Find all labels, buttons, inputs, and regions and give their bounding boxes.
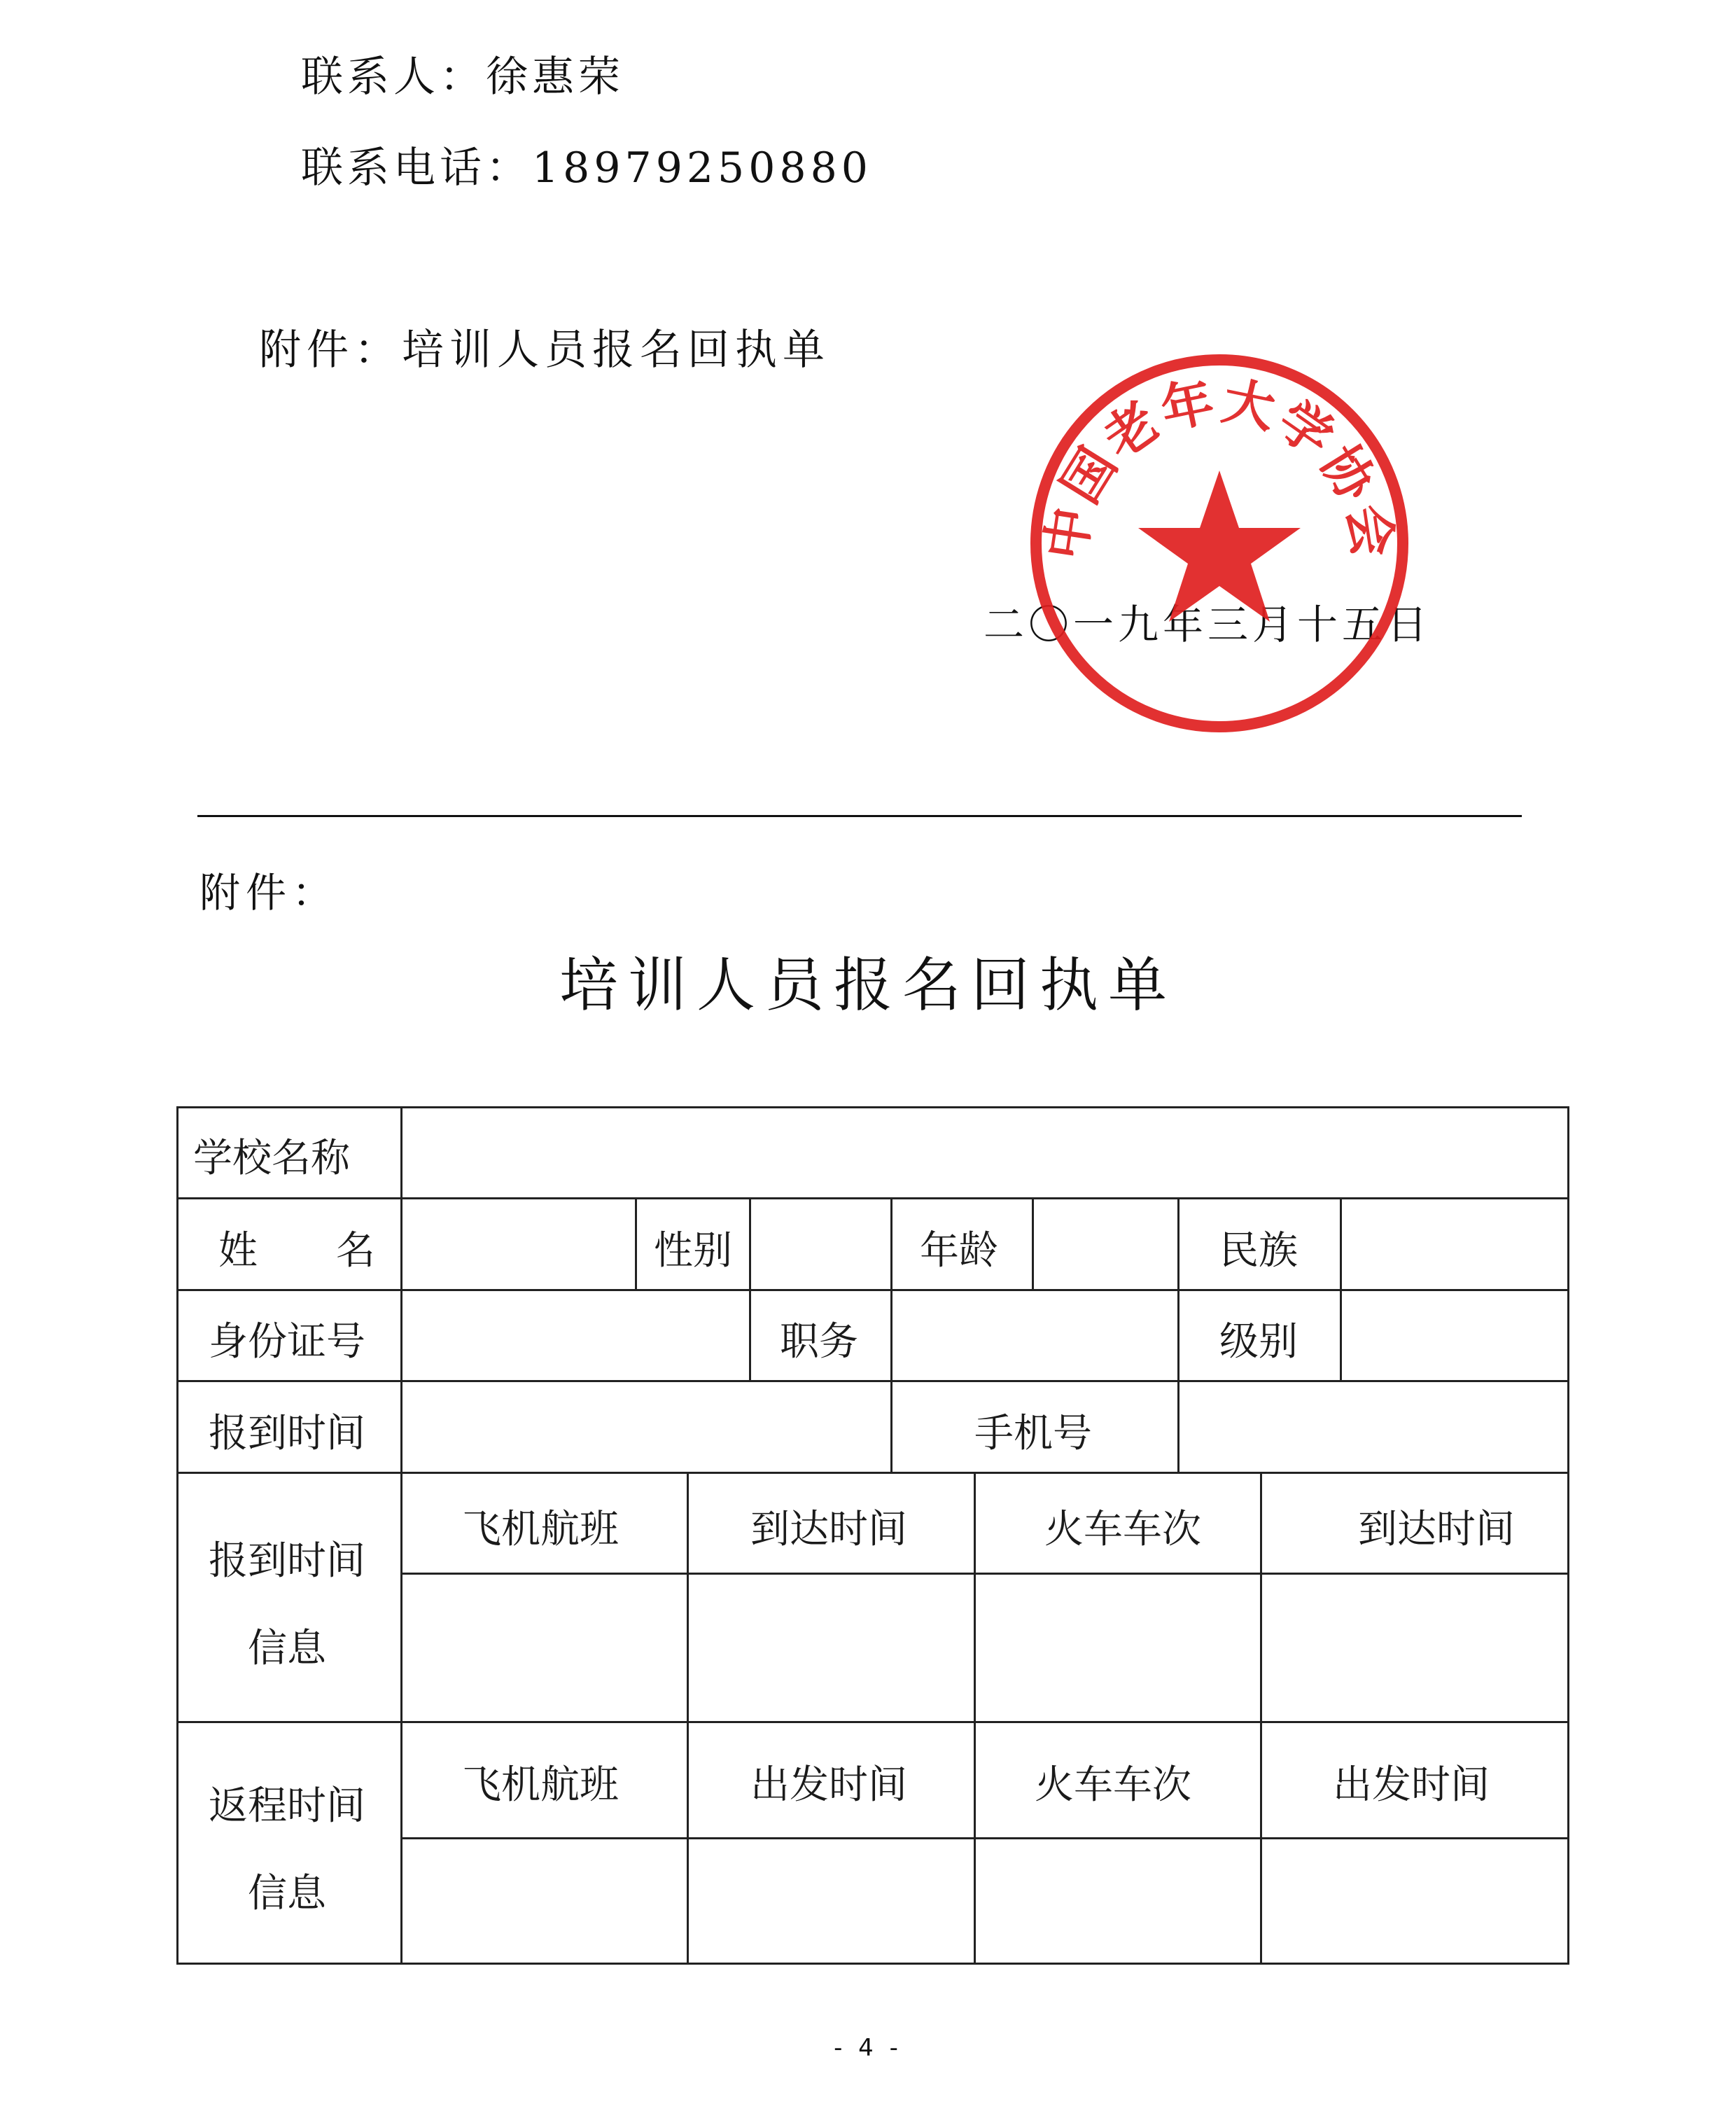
label-arrival-time: 报到时间 (209, 1411, 365, 1456)
issue-date: 二〇一九年三月十五日 (983, 601, 1432, 648)
label-return-info-line2: 信息 (248, 1871, 326, 1916)
table-border-line (400, 1573, 1569, 1575)
table-border-line (1340, 1197, 1342, 1289)
return-header-train: 火车车次 (1035, 1762, 1191, 1808)
arrival-header-train: 火车车次 (1044, 1507, 1201, 1552)
table-border-line (749, 1197, 751, 1289)
table-border-line (749, 1289, 751, 1380)
table-border-line (176, 1721, 1569, 1723)
arrival-header-arrival-time: 到达时间 (750, 1507, 907, 1552)
label-level: 级别 (1219, 1319, 1298, 1365)
seal-text-path: 中国老年大学协会 (1035, 370, 1404, 564)
table-border-line (687, 1472, 689, 1965)
table-border-line (176, 1472, 1569, 1474)
contact-phone: 联系电话：18979250880 (301, 144, 872, 193)
official-seal (1028, 351, 1411, 735)
page-number: - 4 - (834, 2034, 902, 2062)
return-header-flight: 飞机航班 (462, 1762, 619, 1808)
table-border-line (400, 1837, 1569, 1839)
table-border-line (1177, 1197, 1180, 1289)
label-position: 职务 (780, 1319, 858, 1365)
label-gender: 性别 (654, 1228, 732, 1274)
table-border-line (176, 1106, 1569, 1108)
table-border-line (890, 1380, 892, 1472)
label-age: 年龄 (920, 1228, 998, 1274)
table-border-line (176, 1963, 1569, 1965)
divider-line (197, 815, 1522, 817)
table-border-line (1260, 1472, 1262, 1965)
table-border-line (1177, 1380, 1180, 1472)
table-border-line (1177, 1289, 1180, 1380)
form-title: 培训人员报名回执单 (559, 951, 1177, 1019)
label-ethnicity: 民族 (1219, 1228, 1298, 1274)
table-border-line (974, 1472, 976, 1965)
table-border-line (176, 1380, 1569, 1382)
label-id-number: 身份证号 (209, 1319, 365, 1365)
table-border-line (400, 1106, 402, 1965)
registration-form-table (176, 1106, 1569, 1965)
contact-person: 联系人：徐惠荣 (301, 53, 624, 102)
table-border-line (1032, 1197, 1034, 1289)
return-header-departure-time-2: 出发时间 (1333, 1762, 1490, 1808)
table-border-line (1340, 1289, 1342, 1380)
arrival-header-flight: 飞机航班 (462, 1507, 619, 1552)
table-border-line (890, 1197, 892, 1289)
table-border-line (1567, 1106, 1569, 1965)
attachment-label: 附件： (200, 869, 339, 917)
label-arrival-info-line1: 报到时间 (209, 1538, 365, 1584)
table-border-line (176, 1106, 178, 1965)
label-return-info-line1: 返程时间 (209, 1783, 365, 1829)
attachment-note: 附件：培训人员报名回执单 (259, 326, 830, 375)
table-border-line (890, 1289, 892, 1380)
table-border-line (176, 1197, 1569, 1199)
label-school-name: 学校名称 (193, 1136, 350, 1181)
label-arrival-info-line2: 信息 (248, 1626, 326, 1671)
label-name: 姓 名 (218, 1228, 375, 1274)
table-border-line (176, 1289, 1569, 1291)
star-icon (1138, 471, 1301, 622)
return-header-departure-time: 出发时间 (750, 1762, 907, 1808)
label-mobile: 手机号 (974, 1411, 1092, 1456)
table-border-line (635, 1197, 637, 1289)
arrival-header-arrival-time-2: 到达时间 (1358, 1507, 1515, 1552)
